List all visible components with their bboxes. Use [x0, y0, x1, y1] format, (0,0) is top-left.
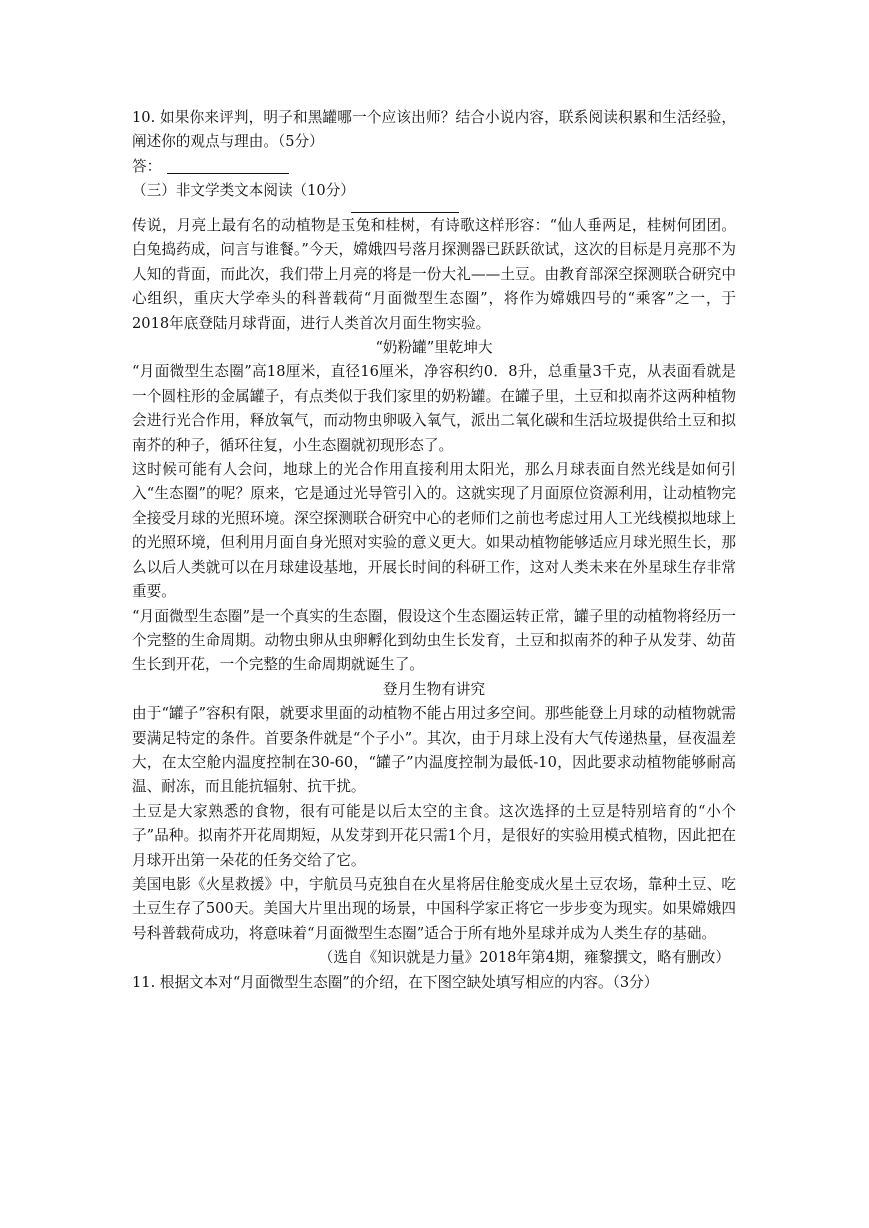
article-source: （选自《知识就是力量》2018年第4期，雍黎撰文，略有删改） — [318, 949, 730, 967]
article-subtitle-1: “奶粉罐”里乾坤大 — [375, 339, 493, 357]
article-paragraph-2: 这时候可能有人会问，地球上的光合作用直接利用太阳光，那么月球表面自然光线是如何引入“生态圈”的呢？原来，它是通过光导管引入的。这就实现了月面原位资源利用，让动植物完全接受月球的光照环境。深空探测联合研究中心的老师们之前也考虑过用人工光线模拟地球上的光照环境，但利用月面自身光照对实验的意义更大。如果动植物能够适应月球光照生长，那么以后人类就可以在月球建设基地，开展长时间的科研工作，这对人类未来在外星球生存非常重要。 — [132, 461, 736, 601]
question-10-block — [132, 106, 736, 219]
section-3-heading: （三）非文学类文本阅读（10分） — [132, 182, 355, 200]
article-body — [132, 214, 736, 995]
article-intro: 传说，月亮上最有名的动植物是玉兔和桂树，有诗歌这样形容：“仙人垂两足，桂树何团团。白兔捣药成，问言与谁餐。”今天，嫦娥四号落月探测器已跃跃欲试，这次的目标是月亮那不为人知的背面，而此次，我们带上月亮的将是一份大礼——土豆。由教育部深空探测联合研究中心组织，重庆大学牵头的科普载荷“月面微型生态圈”，将作为嫦娥四号的“乘客”之一，于2018年底登陆月球背面，进行人类首次月面生物实验。 — [132, 217, 736, 332]
question-10-text: 10. 如果你来评判，明子和黑罐哪一个应该出师？结合小说内容，联系阅读积累和生活经验，阐述你的观点与理由。（5分） — [132, 109, 736, 151]
article-paragraph-4: 由于“罐子”容积有限，就要求里面的动植物不能占用过多空间。那些能登上月球的动植物就需要满足特定的条件。首要条件就是“个子小”。其次，由于月球上没有大气传递热量，昼夜温差大，在太空舱内温度控制在30-60，“罐子”内温度控制为最低-10，因此要求动植物能够耐高温、耐冻，而且能抗辐射、抗干扰。 — [132, 705, 736, 796]
answer-label: 答： — [132, 157, 162, 175]
article-paragraph-1: “月面微型生态圈”高18厘米，直径16厘米，净容积约0．8升，总重量3千克，从表面看就是一个圆柱形的金属罐子，有点类似于我们家里的奶粉罐。在罐子里，土豆和拟南芥这两种植物会进行光合作用，释放氧气，而动物虫卵吸入氧气，派出二氧化碳和生活垃圾提供给土豆和拟南芥的种子，循环往复，小生态圈就初现形态了。 — [132, 363, 736, 454]
article-paragraph-5: 土豆是大家熟悉的食物，很有可能是以后太空的主食。这次选择的土豆是特别培育的“小个子”品种。拟南芥开花周期短，从发芽到开花只需1个月，是很好的实验用模式植物，因此把在月球开出第一朵花的任务交给了它。 — [132, 802, 736, 869]
article-paragraph-3: “月面微型生态圈”是一个真实的生态圈，假设这个生态圈运转正常，罐子里的动植物将经历一个完整的生命周期。动物虫卵从虫卵孵化到幼虫生长发育，土豆和拟南芥的种子从发芽、幼苗生长到开花，一个完整的生命周期就诞生了。 — [132, 607, 736, 674]
article-subtitle-2: 登月生物有讲究 — [382, 680, 486, 698]
article-title-blank — [351, 212, 459, 213]
answer-blank[interactable] — [167, 157, 289, 174]
article-paragraph-6: 美国电影《火星救援》中，宇航员马克独自在火星将居住舱变成火星土豆农场，靠种土豆、吃土豆生存了500天。美国大片里出现的场景，中国科学家正将它一步步变为现实。如果嫦娥四号科普载荷成功，将意味着“月面微型生态圈”适合于所有地外星球并成为人类生存的基础。 — [132, 875, 736, 942]
question-11-text: 11. 根据文本对“月面微型生态圈”的介绍，在下图空缺处填写相应的内容。（3分） — [132, 973, 659, 991]
answer-line-row — [132, 155, 736, 179]
